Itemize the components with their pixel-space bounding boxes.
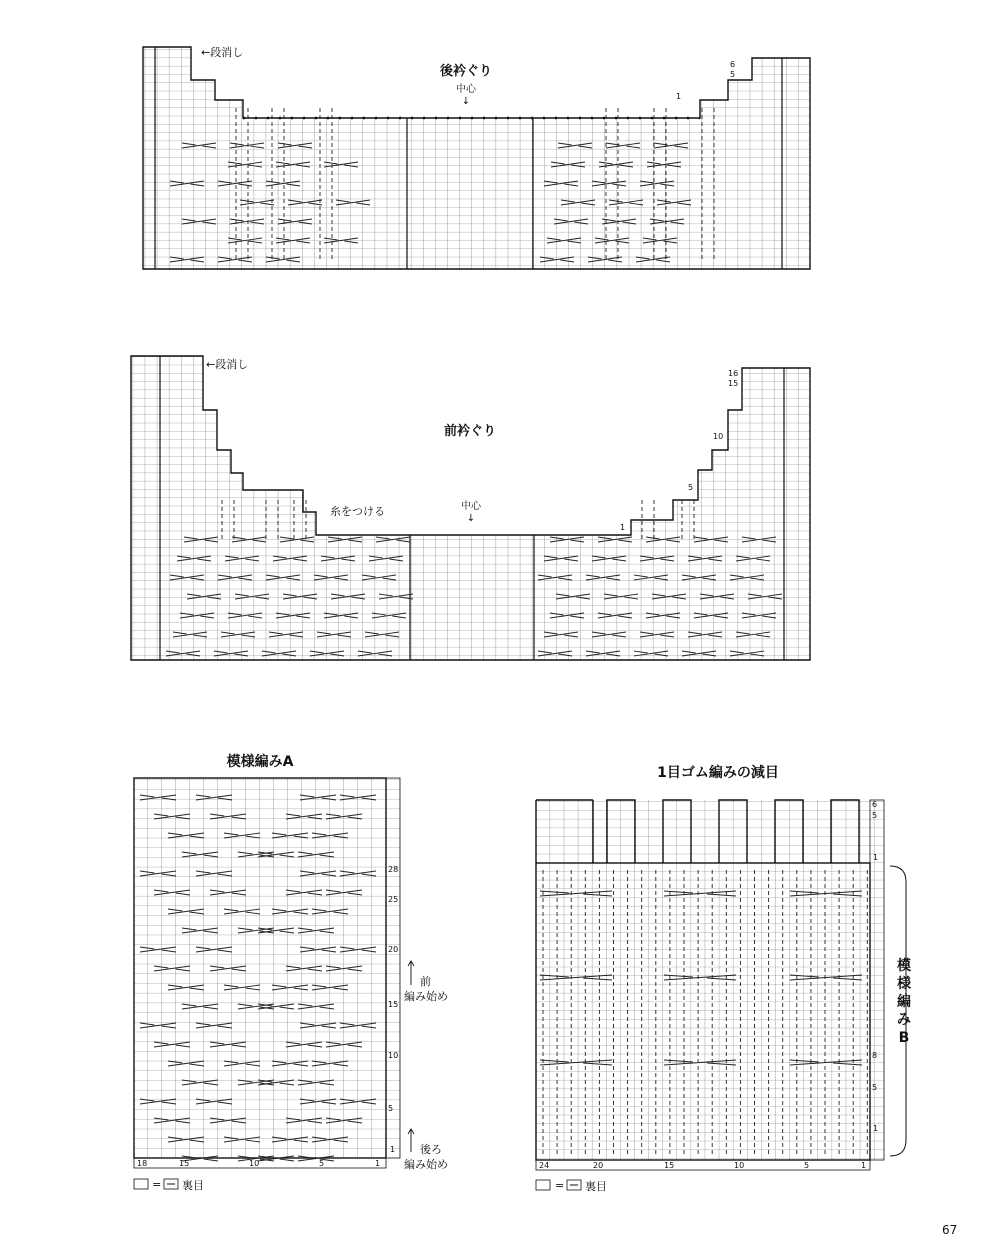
r-row-5: 5 (872, 811, 878, 820)
legend-a-eq: = (152, 1178, 162, 1191)
attach-yarn-label: 糸をつける (330, 505, 385, 518)
pattern-a-title: 模様編みA (226, 754, 294, 770)
back-neck-title: 後衿ぐり (439, 64, 493, 79)
page-number: 67 (942, 1223, 958, 1237)
rib-decrease-chart (536, 800, 884, 1170)
a-row-28: 28 (388, 865, 399, 874)
r-row-5-b: 5 (872, 1083, 878, 1092)
back-row-5: 5 (730, 70, 736, 79)
svg-text:み: み (897, 1012, 911, 1028)
front-neck-title: 前衿ぐり (443, 424, 497, 439)
pattern-a-chart (134, 778, 400, 1168)
svg-text:編: 編 (897, 994, 911, 1010)
front-center-arrow: ↓ (466, 513, 476, 524)
a-col-1: 1 (375, 1159, 381, 1168)
back-stitch-mark: 1 (676, 92, 682, 101)
front-row-5: 5 (688, 483, 694, 492)
pattern-b-label (896, 957, 912, 1046)
legend-a-text: 裏目 (182, 1179, 204, 1192)
r-col-5: 5 (804, 1161, 810, 1170)
legend-b-text: 裏目 (585, 1180, 607, 1193)
a-back-start-2: 編み始め (404, 1158, 448, 1171)
back-neck-chart (143, 47, 810, 269)
r-col-15: 15 (664, 1161, 675, 1170)
legend-b-eq: = (555, 1179, 565, 1192)
svg-text:模: 模 (897, 958, 911, 974)
svg-text:B: B (898, 1030, 910, 1046)
a-row-20: 20 (388, 945, 399, 954)
r-row-8: 8 (872, 1051, 878, 1060)
a-front-start: 前 (420, 975, 431, 988)
a-row-10: 10 (388, 1051, 399, 1060)
front-row-15: 15 (728, 379, 739, 388)
r-col-24: 24 (539, 1161, 550, 1170)
r-row-6: 6 (872, 800, 878, 809)
a-front-start-2: 編み始め (404, 990, 448, 1003)
rib-decrease-title: 1目ゴム編みの減目 (657, 765, 779, 781)
r-row-1-top: 1 (873, 853, 879, 862)
back-row-6: 6 (730, 60, 736, 69)
a-row-1: 1 (390, 1145, 396, 1154)
r-col-10: 10 (734, 1161, 745, 1170)
back-short-row-label: ←段消し (201, 46, 244, 59)
a-row-5: 5 (388, 1104, 394, 1113)
a-col-10: 10 (249, 1159, 260, 1168)
a-col-5: 5 (319, 1159, 325, 1168)
svg-text:様: 様 (897, 976, 911, 992)
back-center-arrow: ↓ (461, 96, 471, 107)
a-back-start: 後ろ (420, 1143, 442, 1156)
a-row-15: 15 (388, 1000, 399, 1009)
r-col-20: 20 (593, 1161, 604, 1170)
front-short-row-label: ←段消し (206, 358, 249, 371)
front-center-label: 中心 (461, 501, 481, 512)
r-row-1-b: 1 (873, 1124, 879, 1133)
a-row-25: 25 (388, 895, 399, 904)
front-row-16: 16 (728, 369, 739, 378)
r-col-1: 1 (861, 1161, 867, 1170)
front-row-1: 1 (620, 523, 626, 532)
legend-a-blank-square (134, 1179, 148, 1189)
front-row-10: 10 (713, 432, 724, 441)
a-col-15: 15 (179, 1159, 190, 1168)
legend-b-blank-square (536, 1180, 550, 1190)
back-center-label: 中心 (456, 84, 476, 95)
a-col-18: 18 (137, 1159, 148, 1168)
